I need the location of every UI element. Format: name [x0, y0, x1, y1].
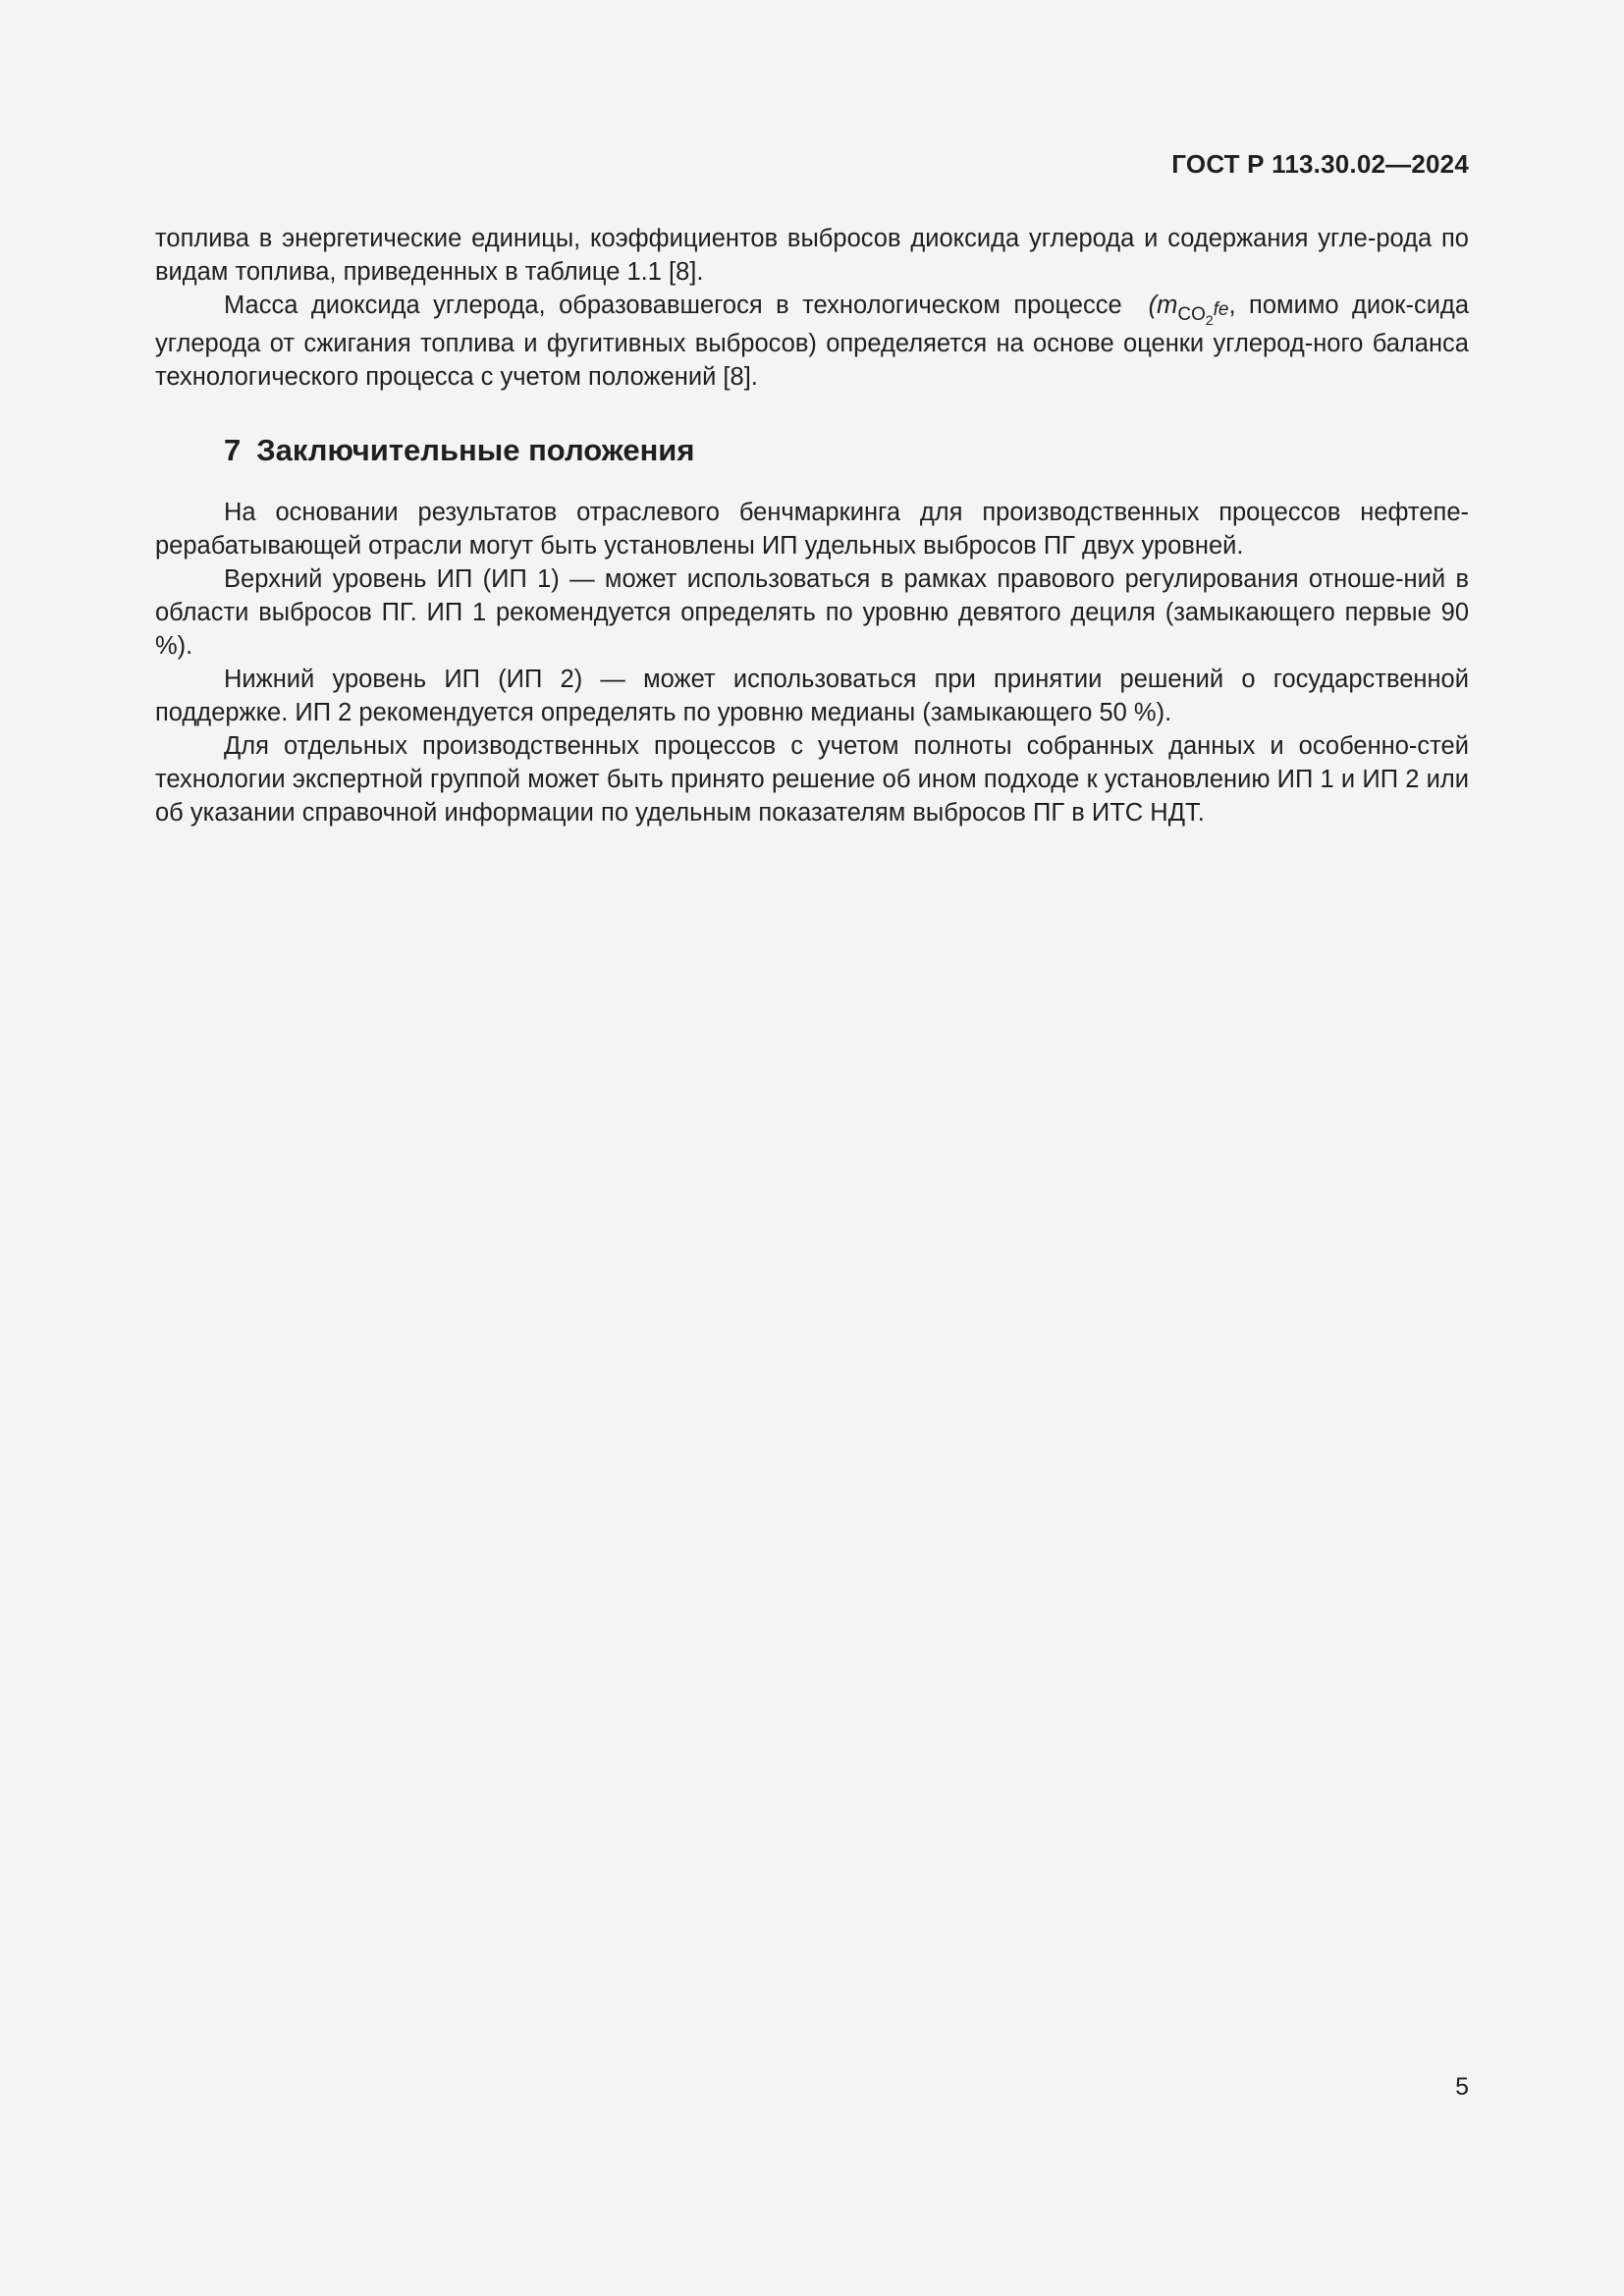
formula-subscript	[1177, 304, 1214, 328]
section-paragraph: Для отдельных производственных процессов с учетом полноты собранных данных и особенно-стей технологии экспертной группой может быть принято решение об ином подходе к установлению ИП 1 и ИП 2 или об указании справочной информации по удельным показателям выбросов ПГ в ИТС НДТ.	[155, 732, 1469, 827]
section-title: Заключительные положения	[256, 433, 695, 467]
section-paragraph: На основании результатов отраслевого бенчмаркинга для производственных процессов нефтепе-рерабатывающей отрасли могут быть установлены ИП удельных выбросов ПГ двух уровней.	[155, 499, 1469, 560]
paragraph-continuation: топлива в энергетические единицы, коэффициентов выбросов диоксида углерода и содержания угле-рода по видам топлива, приведенных в таблице 1.1 [8].	[155, 225, 1469, 286]
page-number: 5	[1455, 2073, 1469, 2101]
document-body	[155, 222, 1469, 829]
formula-m: (m	[1148, 292, 1178, 319]
section-number: 7	[224, 433, 242, 467]
paragraph-co2-mass-text-after: , помимо диок-сида углерода от сжигания топлива и фугитивных выбросов) определяется на основе оценки углерод-ного баланса технологического процесса с учетом положений [8].	[155, 292, 1469, 391]
co2-formula	[1148, 292, 1229, 328]
paragraph-co2-mass	[155, 289, 1469, 394]
formula-fe: fe	[1213, 299, 1229, 320]
document-code-header: ГОСТ Р 113.30.02—2024	[1171, 149, 1469, 179]
formula-sub-2: 2	[1205, 312, 1214, 328]
section-paragraph: Верхний уровень ИП (ИП 1) — может использоваться в рамках правового регулирования отноше-ний в области выбросов ПГ. ИП 1 рекомендуется определять по уровню девятого дециля (замыкающего первые 90 %).	[155, 565, 1469, 660]
section-heading	[224, 433, 1469, 468]
formula-sub-co: CO	[1177, 304, 1206, 325]
paragraph-co2-mass-text-before: Масса диоксида углерода, образовавшегося в технологическом процессе	[224, 292, 1122, 319]
section-paragraph: Нижний уровень ИП (ИП 2) — может использоваться при принятии решений о государственной поддержке. ИП 2 рекомендуется определять по уровню медианы (замыкающего 50 %).	[155, 666, 1469, 726]
